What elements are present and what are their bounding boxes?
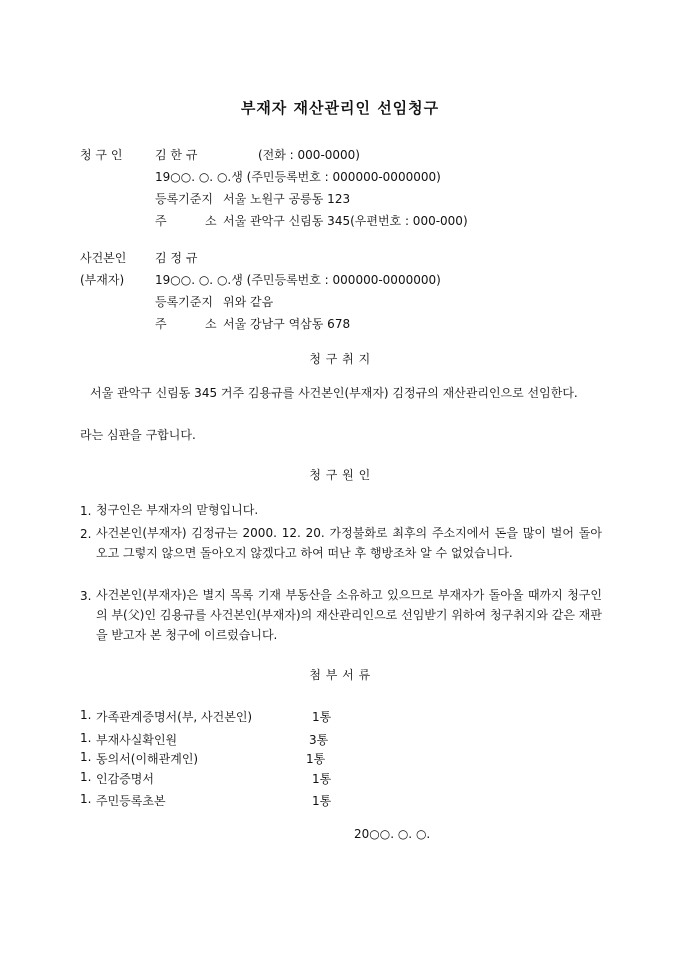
attachment-number: 1.	[80, 792, 92, 806]
petitioner-addr-label-2: 소	[205, 214, 217, 228]
attachment-number: 1.	[80, 750, 92, 764]
reason-item: 사건본인(부재자)은 별지 목록 기재 부동산을 소유하고 있으므로 부재자가 돌아올 때까지 청구인의 부(父)인 김용규를 사건본인(부재자)의 재산관리인으로 선임받기 위하여 청구취지와 같은 재판을 받고자 본 청구에 이르렀습니다.	[96, 588, 602, 642]
document-title: 부재자 재산관리인 선임청구	[240, 99, 440, 117]
subject-addr-value: 서울 강남구 역삼동 678	[223, 317, 351, 331]
subject-addr-label-1: 주	[155, 317, 167, 331]
subject-birth: 19○○. ○. ○.생 (주민등록번호 : 000000-0000000)	[155, 273, 441, 287]
subject-reg-value: 위와 같음	[223, 295, 274, 309]
reason-item: 청구인은 부재자의 맏형입니다.	[96, 503, 259, 517]
purpose-text: 서울 관악구 신림동 345 거주 김용규를 사건본인(부재자) 김정규의 재산관리인으로 선임한다.	[90, 386, 578, 400]
document-date: 20○○. ○. ○.	[354, 827, 431, 841]
attachment-count: 1통	[312, 710, 332, 724]
petitioner-reg-value: 서울 노원구 공릉동 123	[223, 192, 351, 206]
reason-number: 2.	[80, 527, 92, 541]
subject-name: 김 정 규	[155, 251, 198, 265]
petitioner-reg-label: 등록기준지	[155, 192, 213, 206]
attachment-count: 1통	[312, 794, 332, 808]
purpose-closing: 라는 심판을 구합니다.	[80, 428, 196, 442]
attachment-count: 3통	[309, 733, 329, 747]
petitioner-phone: (전화 : 000-0000)	[258, 148, 360, 162]
attachment-number: 1.	[80, 770, 92, 784]
petitioner-addr-label-1: 주	[155, 214, 167, 228]
purpose-heading: 청 구 취 지	[309, 352, 371, 366]
attachment-number: 1.	[80, 708, 92, 722]
subject-label: 사건본인	[80, 251, 127, 265]
petitioner-addr-value: 서울 관악구 신림동 345(우편번호 : 000-000)	[223, 214, 468, 228]
attachment-count: 1통	[306, 752, 326, 766]
reasons-heading: 청 구 원 인	[309, 468, 371, 482]
attachments-heading: 첨 부 서 류	[309, 668, 371, 682]
reason-number: 1.	[80, 504, 92, 518]
petitioner-label: 청 구 인	[80, 148, 123, 162]
petitioner-birth: 19○○. ○. ○.생 (주민등록번호 : 000000-0000000)	[155, 170, 441, 184]
attachment-name: 동의서(이해관계인)	[96, 752, 199, 766]
attachment-number: 1.	[80, 731, 92, 745]
subject-reg-label: 등록기준지	[155, 295, 213, 309]
attachment-name: 가족관계증명서(부, 사건본인)	[96, 710, 253, 724]
petitioner-name: 김 한 규	[155, 148, 198, 162]
attachment-name: 부재사실확인원	[96, 733, 178, 747]
reason-item: 사건본인(부재자) 김정규는 2000. 12. 20. 가정불화로 최후의 주소지에서 돈을 많이 벌어 돌아오고 그렇지 않으면 돌아오지 않겠다고 하여 떠난 후 행방조차 알 수 없었습니다.	[96, 526, 602, 560]
attachment-count: 1통	[312, 772, 332, 786]
attachment-name: 주민등록초본	[96, 794, 166, 808]
reason-number: 3.	[80, 589, 92, 603]
attachment-name: 인감증명서	[96, 772, 154, 786]
subject-sublabel: (부재자)	[80, 273, 125, 287]
subject-addr-label-2: 소	[205, 317, 217, 331]
